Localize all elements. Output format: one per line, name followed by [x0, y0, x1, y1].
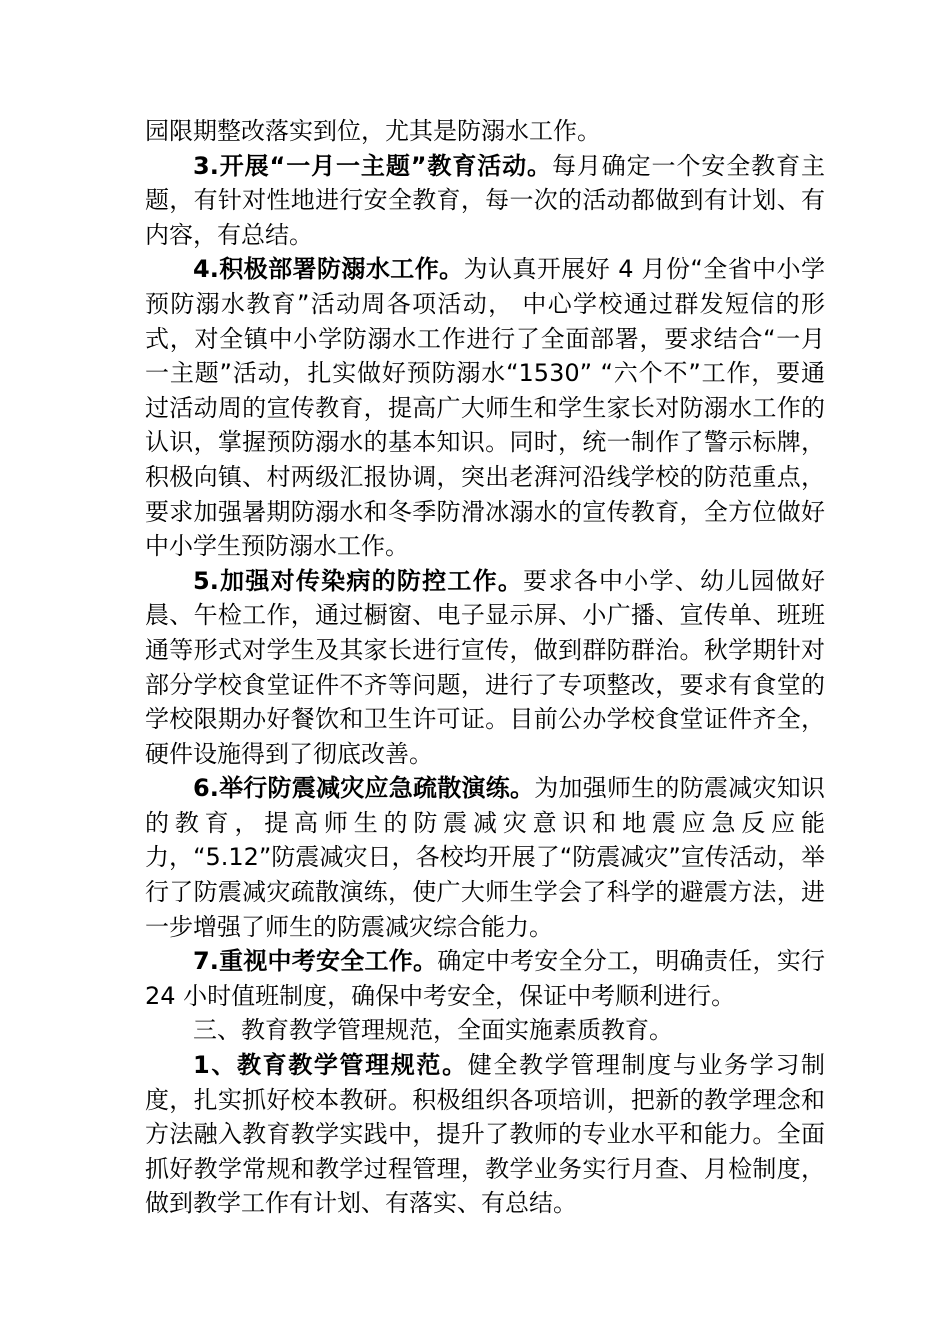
paragraph-5-text: 为加强师生的防震减灾知识的教育，提高师生的防震减灾意识和地震应急反应能力，“5.12”防震减灾日，各校均开展了“防震减灾”宣传活动，举行了防震减灾疏散演练，使广大师生学会了科学的避震方法，进一步增强了师生的防震减灾综合能力。	[145, 774, 825, 941]
paragraph-6-text: 确定中考安全分工，明确责任，实行 24 小时值班制度，确保中考安全，保证中考顺利进行。	[145, 947, 825, 1010]
section-heading-3-text: 三、教育教学管理规范，全面实施素质教育。	[193, 1016, 673, 1045]
section-heading-3	[145, 1013, 825, 1048]
paragraph-6-heading: 7.重视中考安全工作。	[193, 947, 438, 976]
paragraph-8	[145, 1048, 825, 1221]
paragraph-4-heading: 5.加强对传染病的防控工作。	[193, 566, 524, 595]
paragraph-1	[145, 114, 825, 149]
paragraph-3-heading: 4.积极部署防溺水工作。	[193, 255, 464, 284]
paragraph-5-heading: 6.举行防震减灾应急疏散演练。	[193, 774, 535, 803]
paragraph-8-heading: 1、教育教学管理规范。	[193, 1051, 468, 1080]
paragraph-8-text: 健全教学管理制度与业务学习制度，扎实抓好校本教研。积极组织各项培训，把新的教学理念和方法融入教育教学实践中，提升了教师的专业水平和能力。全面抓好教学常规和教学过程管理，教学业务实行月查、月检制度，做到教学工作有计划、有落实、有总结。	[145, 1051, 826, 1218]
paragraph-5	[145, 771, 825, 944]
paragraph-1-text: 园限期整改落实到位，尤其是防溺水工作。	[145, 117, 601, 145]
paragraph-3	[145, 252, 825, 563]
paragraph-2-heading: 3.开展“一月一主题”教育活动。	[193, 151, 552, 180]
paragraph-4	[145, 564, 825, 772]
paragraph-2	[145, 149, 825, 253]
paragraph-3-text: 为认真开展好 4 月份“全省中小学预防溺水教育”活动周各项活动， 中心学校通过群发短信的形式，对全镇中小学防溺水工作进行了全面部署，要求结合“一月一主题”活动，扎实做好预防溺水“1530” “六个不”工作，要通过活动周的宣传教育，提高广大师生和学生家长对防溺水工作的认识，掌握预防溺水的基本知识。同时，统一制作了警示标牌，积极向镇、村两级汇报协调，突出老湃河沿线学校的防范重点，要求加强暑期防溺水和冬季防滑冰溺水的宣传教育，全方位做好中小学生预防溺水工作。	[145, 255, 825, 561]
paragraph-4-text: 要求各中小学、幼儿园做好晨、午检工作，通过橱窗、电子显示屏、小广播、宣传单、班班通等形式对学生及其家长进行宣传，做到群防群治。秋学期针对部分学校食堂证件不齐等问题，进行了专项整改，要求有食堂的学校限期办好餐饮和卫生许可证。目前公办学校食堂证件齐全，硬件设施得到了彻底改善。	[145, 566, 825, 768]
document-page	[145, 114, 825, 1221]
paragraph-6	[145, 944, 825, 1013]
paragraph-2-text: 每月确定一个安全教育主题，有针对性地进行安全教育，每一次的活动都做到有计划、有内容，有总结。	[145, 151, 825, 249]
